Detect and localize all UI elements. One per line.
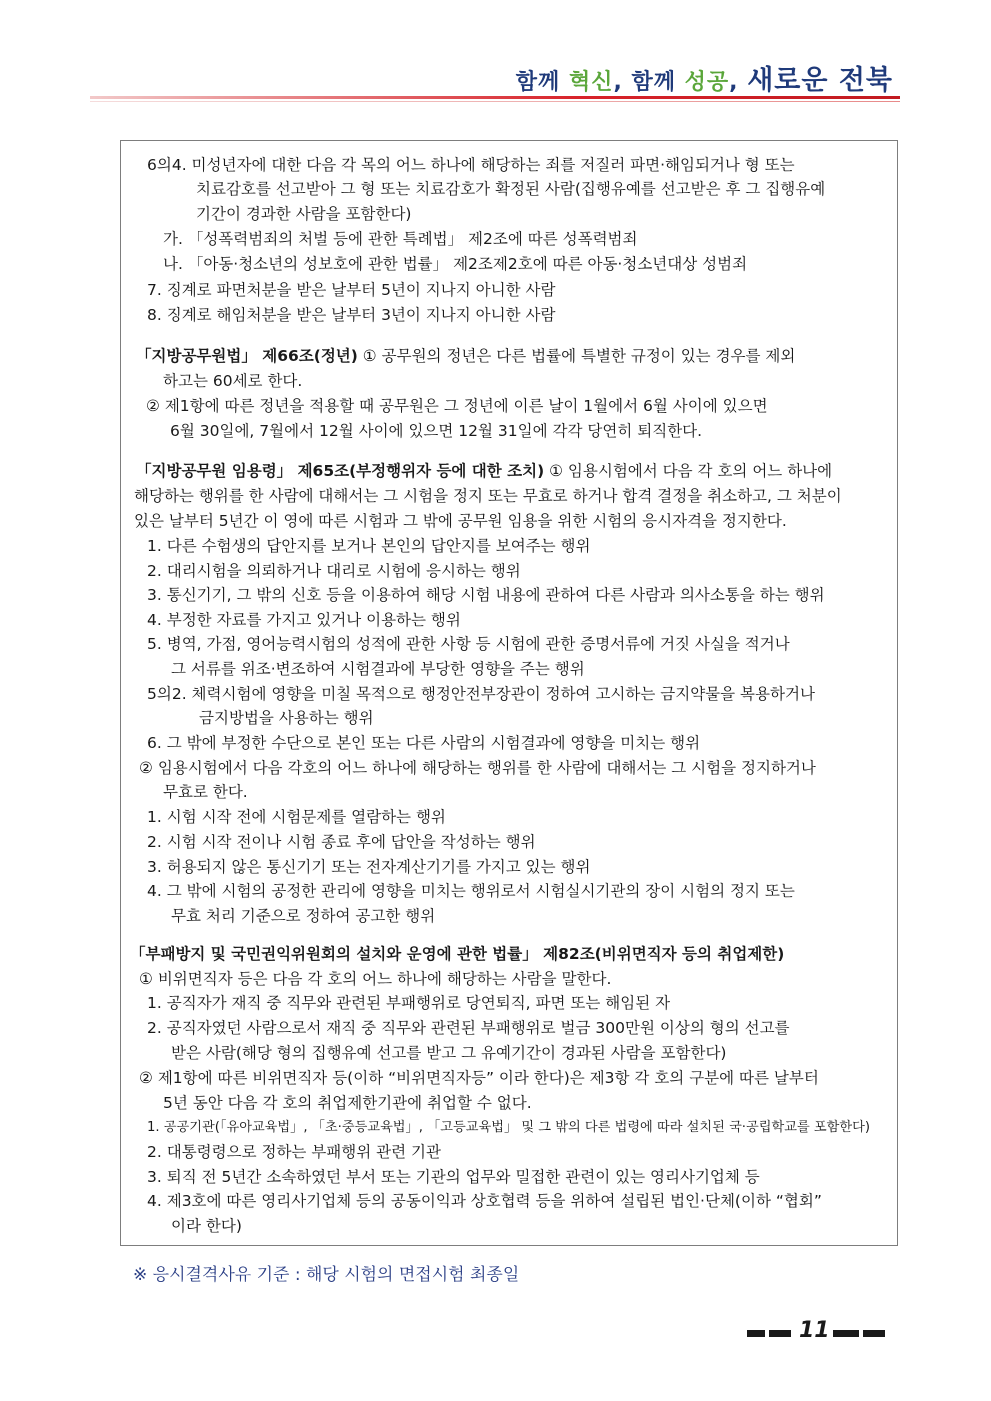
text-line: 기간이 경과한 사람을 포함한다): [196, 205, 412, 223]
text-line: ② 임용시험에서 다음 각호의 어느 하나에 해당하는 행위를 한 사람에 대해서는 그 시험을 정지하거나: [139, 759, 816, 777]
text-line: 4. 그 밖에 시험의 공정한 관리에 영향을 미치는 행위로서 시험실시기관의 장이 시험의 정지 또는: [147, 882, 795, 900]
page-bar: [769, 1330, 791, 1337]
text-line: ② 제1항에 따른 비위면직자 등(이하 “비위면직자등” 이라 한다)은 제3항 각 호의 구분에 따른 날부터: [139, 1069, 819, 1087]
text-line: 5의2. 체력시험에 영향을 미칠 목적으로 행정안전부장관이 정하여 고시하는 금지약물을 복용하거나: [147, 685, 815, 703]
header-divider: [90, 96, 900, 99]
text-line: 하고는 60세로 한다.: [163, 372, 303, 390]
slogan-part: 함께: [515, 70, 569, 95]
text-line: 무효 처리 기준으로 정하여 공고한 행위: [171, 907, 436, 925]
text-line: 3. 허용되지 않은 통신기기 또는 전자계산기기를 가지고 있는 행위: [147, 858, 591, 876]
footnote: ※ 응시결격사유 기준 : 해당 시험의 면접시험 최종일: [133, 1265, 520, 1285]
slogan-part: 성공: [684, 70, 730, 95]
text-line: 4. 부정한 자료를 가지고 있거나 이용하는 행위: [147, 611, 461, 629]
text-line: 이라 한다): [171, 1217, 242, 1235]
text-line: 2. 시험 시작 전이나 시험 종료 후에 답안을 작성하는 행위: [147, 833, 536, 851]
text-line: 받은 사람(해당 형의 집행유예 선고를 받고 그 유예기간이 경과된 사람을 포함한다): [171, 1044, 727, 1062]
text-line: 7. 징계로 파면처분을 받은 날부터 5년이 지나지 아니한 사람: [147, 281, 556, 299]
page-bar: [833, 1330, 859, 1337]
text-line: 6월 30일에, 7월에서 12월 사이에 있으면 12월 31일에 각각 당연히 퇴직한다.: [170, 422, 703, 440]
page-bar: [863, 1330, 885, 1337]
header-slogan: [516, 58, 893, 97]
law-section-line: [136, 346, 795, 366]
slogan-part: 혁신: [568, 70, 614, 95]
text-line: 있은 날부터 5년간 이 영에 따른 시험과 그 밖에 공무원 임용을 위한 시험의 응시자격을 정지한다.: [134, 512, 787, 530]
page-bar: [747, 1330, 765, 1337]
text-line: ① 비위면직자 등은 다음 각 호의 어느 하나에 해당하는 사람을 말한다.: [139, 970, 612, 988]
text-line: 무효로 한다.: [163, 783, 248, 801]
text-line: 해당하는 행위를 한 사람에 대해서는 그 시험을 정지 또는 무효로 하거나 합격 결정을 취소하고, 그 처분이: [134, 487, 842, 505]
header-divider-thin: [90, 101, 900, 102]
slogan-part: , 함께: [613, 70, 685, 95]
text-line: 금지방법을 사용하는 행위: [199, 709, 374, 727]
text-line: 6. 그 밖에 부정한 수단으로 본인 또는 다른 사람의 시험결과에 영향을 미치는 행위: [147, 734, 701, 752]
text-line: 1. 시험 시작 전에 시험문제를 열람하는 행위: [147, 808, 446, 826]
text-line: ② 제1항에 따른 정년을 적용할 때 공무원은 그 정년에 이른 날이 1월에서 6월 사이에 있으면: [146, 397, 768, 415]
law-text: ① 공무원의 정년은 다른 법률에 특별한 규정이 있는 경우를 제외: [357, 347, 796, 365]
text-line: 3. 퇴직 전 5년간 소속하였던 부서 또는 기관의 업무와 밀접한 관련이 있는 영리사기업체 등: [147, 1168, 760, 1186]
text-line: 나. 「아동·청소년의 성보호에 관한 법률」 제2조제2호에 따른 아동·청소년대상 성범죄: [163, 255, 748, 273]
text-line: 2. 대통령령으로 정하는 부패행위 관련 기관: [147, 1143, 441, 1161]
text-line: 1. 공공기관(「유아교육법」, 「초·중등교육법」, 「고등교육법」 및 그 밖의 다른 법령에 따라 설치된 국·공립학교를 포함한다): [147, 1120, 870, 1135]
text-line: 2. 공직자였던 사람으로서 재직 중 직무와 관련된 부패행위로 벌금 300만원 이상의 형의 선고를: [147, 1019, 790, 1037]
text-line: 1. 다른 수험생의 답안지를 보거나 본인의 답안지를 보여주는 행위: [147, 537, 591, 555]
slogan-part: ,: [729, 70, 748, 95]
page-number-block: [747, 1318, 887, 1344]
text-line: 치료감호를 선고받아 그 형 또는 치료감호가 확정된 사람(집행유예를 선고받은 후 그 집행유예: [196, 180, 826, 198]
page-number: 11: [799, 1318, 830, 1343]
law-heading: 「지방공무원법」 제66조(정년): [136, 347, 358, 365]
text-line: 2. 대리시험을 의뢰하거나 대리로 시험에 응시하는 행위: [147, 562, 521, 580]
text-line: 가. 「성폭력범죄의 처벌 등에 관한 특례법」 제2조에 따른 성폭력범죄: [163, 230, 638, 248]
law-heading: 「부패방지 및 국민권익위원회의 설치와 운영에 관한 법률」 제82조(비위면직자 등의 취업제한): [130, 945, 785, 963]
text-line: 6의4. 미성년자에 대한 다음 각 목의 어느 하나에 해당하는 죄를 저질러 파면·해임되거나 형 또는: [147, 156, 795, 174]
text-line: 5. 병역, 가점, 영어능력시험의 성적에 관한 사항 등 시험에 관한 증명서류에 거짓 사실을 적거나: [147, 635, 790, 653]
text-line: 그 서류를 위조·변조하여 시험결과에 부당한 영향을 주는 행위: [171, 660, 585, 678]
slogan-brand: 새로운 전북: [747, 65, 893, 96]
text-line: 5년 동안 다음 각 호의 취업제한기관에 취업할 수 없다.: [163, 1094, 532, 1112]
law-text: ① 임용시험에서 다음 각 호의 어느 하나에: [544, 462, 833, 480]
text-line: 4. 제3호에 따른 영리사기업체 등의 공동이익과 상호협력 등을 위하여 설립된 법인·단체(이하 “협회”: [147, 1192, 822, 1210]
text-line: 1. 공직자가 재직 중 직무와 관련된 부패행위로 당연퇴직, 파면 또는 해임된 자: [147, 994, 671, 1012]
text-line: 3. 통신기기, 그 밖의 신호 등을 이용하여 해당 시험 내용에 관하여 다른 사람과 의사소통을 하는 행위: [147, 586, 825, 604]
law-heading: 「지방공무원 임용령」 제65조(부정행위자 등에 대한 조치): [136, 462, 545, 480]
text-line: 8. 징계로 해임처분을 받은 날부터 3년이 지나지 아니한 사람: [147, 306, 556, 324]
law-section-line: [136, 461, 832, 481]
